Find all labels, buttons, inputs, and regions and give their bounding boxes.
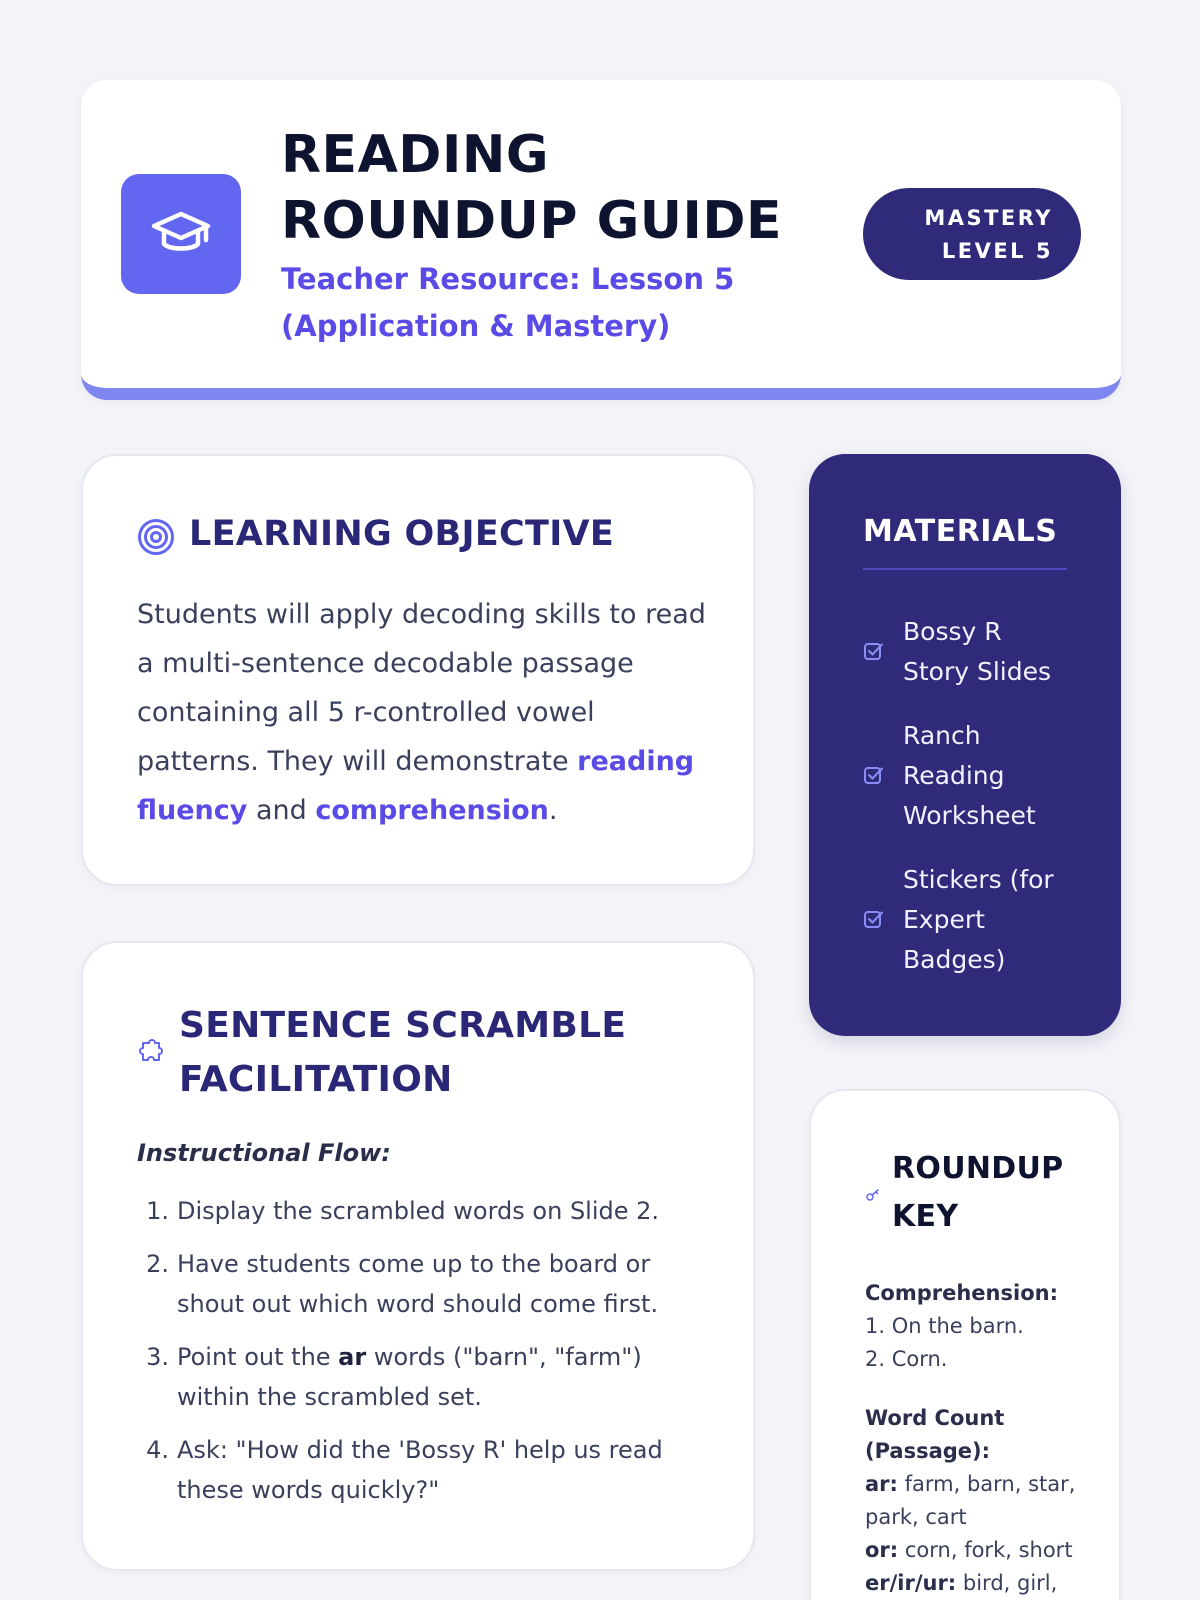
checkbox-icon [863, 765, 885, 787]
materials-item-label: Stickers (for Expert Badges) [903, 865, 1054, 974]
checkbox-icon [863, 909, 885, 931]
instruction-steps [137, 1191, 707, 1523]
objective-text-middle: and [247, 795, 316, 826]
materials-card [809, 454, 1121, 1036]
step-text-start: Point out the [177, 1343, 339, 1371]
comprehension-answer: 2. Corn. [865, 1347, 948, 1371]
highlight-comprehension: comprehension [315, 795, 549, 826]
objective-text-end: . [548, 795, 558, 826]
erirur-label: er/ir/ur: [865, 1571, 957, 1595]
comprehension-label: Comprehension: [865, 1281, 1058, 1305]
checkbox-icon [863, 641, 885, 663]
word-count-label: Word Count (Passage): [865, 1406, 1005, 1463]
list-item [137, 1430, 707, 1510]
ar-label: ar: [865, 1472, 898, 1496]
key-heading: ROUNDUP KEY [892, 1151, 1064, 1234]
materials-item-label: Bossy R Story Slides [903, 617, 1052, 686]
header-card [81, 80, 1121, 400]
or-word-list: corn, fork, short [904, 1538, 1073, 1562]
mastery-badge: MASTERY LEVEL 5 [863, 188, 1081, 280]
materials-item [863, 716, 1093, 836]
step-text [177, 1337, 707, 1417]
or-words [865, 1534, 1085, 1567]
materials-item [863, 612, 1093, 692]
step-text: Have students come up to the board or shout out which word should come first. [177, 1250, 659, 1318]
erirur-words [865, 1567, 1085, 1600]
list-item [137, 1337, 707, 1417]
ar-words [865, 1468, 1085, 1534]
scramble-card [81, 941, 755, 1571]
page-subtitle: Teacher Resource: Lesson 5 (Application & Mastery) [281, 262, 735, 343]
graduation-cap-icon [121, 174, 241, 294]
step-number: 1. [146, 1197, 169, 1225]
materials-heading: MATERIALS [863, 510, 1067, 570]
erirur-word-list: bird, girl, [962, 1571, 1058, 1595]
step-text: Ask: "How did the 'Bossy R' help us read these words quickly?" [177, 1436, 663, 1504]
objective-text [137, 590, 717, 835]
step-number: 4. [146, 1436, 169, 1464]
puzzle-icon [137, 1037, 167, 1067]
key-card [809, 1089, 1121, 1600]
page-title: READING ROUNDUP GUIDE [281, 125, 783, 251]
step-number: 2. [146, 1250, 169, 1278]
step-text: Display the scrambled words on Slide 2. [177, 1197, 660, 1225]
step-text-end: words ("barn", "farm") within the scrambled set. [177, 1343, 642, 1411]
materials-item [863, 860, 1093, 980]
objective-text-start: Students will apply decoding skills to read a multi-sentence decodable passage containing all 5 r-controlled vowel patterns. They will demonstrate [137, 599, 706, 777]
objective-card [81, 454, 755, 886]
list-item [137, 1191, 707, 1231]
objective-heading: LEARNING OBJECTIVE [189, 514, 615, 554]
comprehension-answer: 1. On the barn. [865, 1314, 1024, 1338]
scramble-heading: SENTENCE SCRAMBLE FACILITATION [179, 1005, 627, 1100]
highlight-reading-fluency: reading fluency [137, 746, 695, 826]
ar-word-list: farm, barn, star, park, cart [865, 1472, 1076, 1529]
instructional-flow-label: Instructional Flow: [137, 1139, 391, 1167]
or-label: or: [865, 1538, 899, 1562]
materials-item-label: Ranch Reading Worksheet [903, 721, 1036, 830]
target-icon [137, 518, 175, 556]
key-body [865, 1277, 1085, 1600]
step-number: 3. [146, 1343, 169, 1371]
step-text-bold: ar [338, 1343, 367, 1371]
spacer [865, 1376, 1085, 1402]
list-item [137, 1244, 707, 1324]
key-icon [865, 1187, 881, 1203]
